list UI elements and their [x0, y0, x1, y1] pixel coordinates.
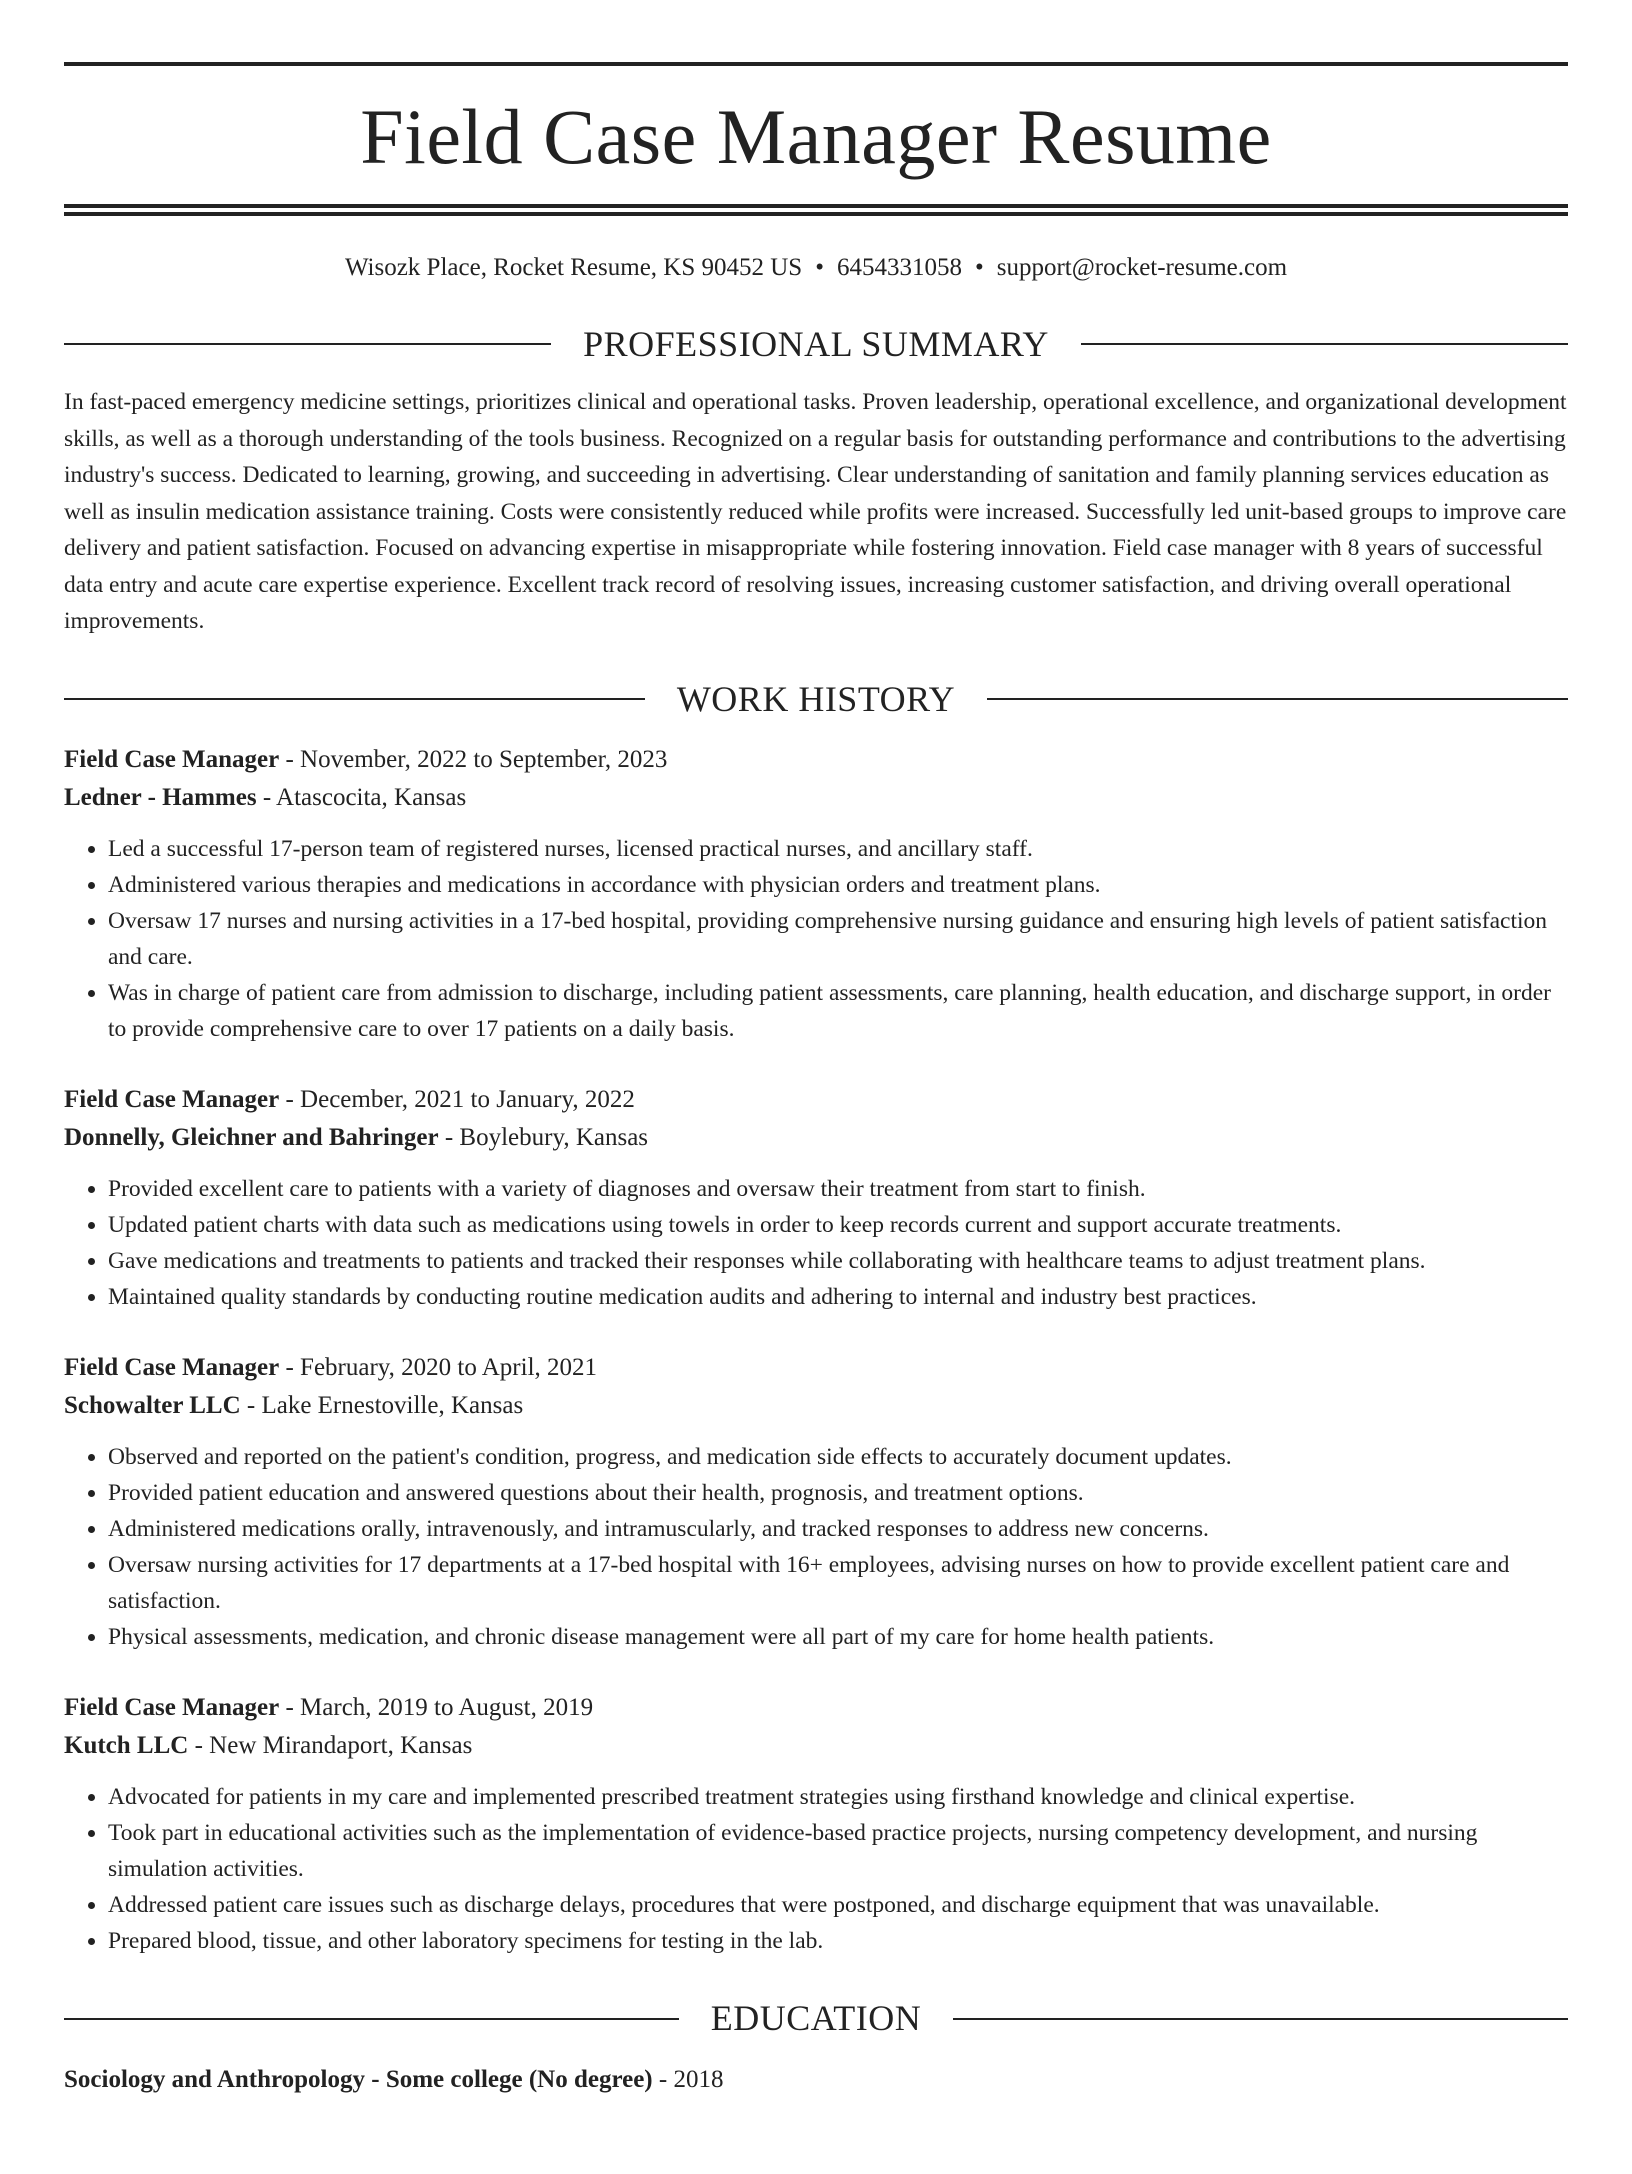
job-bullet: • Oversaw nursing activities for 17 departments at a 17-bed hospital with 16+ employees, advising nurses on how to provide excellent patient care and satisfaction.: [108, 1547, 1568, 1619]
job-title-line: [64, 1689, 1568, 1727]
contact-address: Wisozk Place, Rocket Resume, KS 90452 US: [344, 254, 803, 281]
summary-paragraph: In fast-paced emergency medicine settings, prioritizes clinical and operational tasks. Proven leadership, operational excellence, and organizational development skills, as well as a thorough understanding of the tools business. Recognized on a regular basis for outstanding performance and contributions to the advertising industry's success. Dedicated to learning, growing, and succeeding in advertising. Clear understanding of sanitation and family planning services education as well as insulin medication assistance training. Costs were consistently reduced while profits were increased. Successfully led unit-based groups to improve care delivery and patient satisfaction. Focused on advancing expertise in misappropriate while fostering innovation. Field case manager with 8 years of successful data entry and acute care expertise experience. Excellent track record of resolving issues, increasing customer satisfaction, and driving overall operational improvements.: [64, 389, 1567, 635]
job-company: Kutch LLC: [64, 1732, 189, 1760]
job-company: Donnelly, Gleichner and Bahringer: [64, 1124, 439, 1152]
job-location: - New Mirandaport, Kansas: [188, 1732, 473, 1760]
job-dates: - February, 2020 to April, 2021: [279, 1354, 598, 1382]
job-title: Field Case Manager: [64, 746, 280, 774]
job-bullet-list: [64, 1779, 1568, 1959]
contact-separator: •: [815, 254, 824, 281]
job-bullet: • Administered medications orally, intravenously, and intramuscularly, and tracked responses to address new concerns.: [108, 1511, 1568, 1547]
job-bullet: • Provided excellent care to patients with a variety of diagnoses and oversaw their treatment from start to finish.: [108, 1171, 1568, 1207]
section-title-education: EDUCATION: [710, 1998, 922, 2039]
contact-phone: 6454331058: [836, 254, 962, 281]
job-bullet: • Updated patient charts with data such as medications using towels in order to keep records current and support accurate treatments.: [108, 1207, 1568, 1243]
job-bullet: • Took part in educational activities such as the implementation of evidence-based practice projects, nursing competency development, and nursing simulation activities.: [108, 1815, 1568, 1887]
job-title-line: [64, 1349, 1568, 1387]
job-bullet-list: [64, 1439, 1568, 1655]
job-bullet: • Provided patient education and answered questions about their health, prognosis, and treatment options.: [108, 1475, 1568, 1511]
job-bullet: • Gave medications and treatments to patients and tracked their responses while collaborating with healthcare teams to adjust treatment plans.: [108, 1243, 1568, 1279]
job-bullet: • Maintained quality standards by conducting routine medication audits and adhering to internal and industry best practices.: [108, 1279, 1568, 1315]
job-bullet-list: [64, 1171, 1568, 1315]
job-entry: [64, 1689, 1568, 1959]
job-entry: [64, 1349, 1568, 1655]
divider-line: [64, 2018, 679, 2020]
section-title-work: WORK HISTORY: [676, 678, 956, 719]
job-company-line: [64, 779, 1568, 817]
divider-line: [64, 698, 645, 700]
job-title: Field Case Manager: [64, 1086, 280, 1114]
contact-separator: •: [974, 254, 984, 281]
job-bullet: • Prepared blood, tissue, and other laboratory specimens for testing in the lab.: [108, 1923, 1568, 1959]
job-title-line: [64, 1081, 1568, 1119]
job-title: Field Case Manager: [64, 1354, 280, 1382]
divider-line: [987, 698, 1568, 700]
job-title: Field Case Manager: [64, 1694, 280, 1722]
job-bullet: • Advocated for patients in my care and implemented prescribed treatment strategies using firsthand knowledge and clinical expertise.: [108, 1779, 1568, 1815]
section-header-work: [64, 680, 1568, 720]
education-list: [64, 2061, 1568, 2099]
job-bullet: • Led a successful 17-person team of registered nurses, licensed practical nurses, and ancillary staff.: [108, 831, 1568, 867]
job-bullet: • Was in charge of patient care from admission to discharge, including patient assessments, care planning, health education, and discharge support, in order to provide comprehensive care to over 17 patients on a daily basis.: [108, 975, 1568, 1047]
job-entry: [64, 1081, 1568, 1315]
job-bullet: • Addressed patient care issues such as discharge delays, procedures that were postponed, and discharge equipment that was unavailable.: [108, 1887, 1568, 1923]
job-company: Ledner - Hammes: [64, 784, 257, 812]
job-location: - Atascocita, Kansas: [256, 784, 467, 812]
section-title-summary: PROFESSIONAL SUMMARY: [583, 323, 1049, 364]
section-header-summary: [64, 325, 1568, 365]
job-dates: - December, 2021 to January, 2022: [279, 1086, 635, 1114]
divider-line: [1081, 343, 1568, 345]
section-header-education: [64, 1999, 1568, 2039]
job-bullet: • Administered various therapies and medications in accordance with physician orders and treatment plans.: [108, 867, 1568, 903]
divider-line: [64, 343, 551, 345]
job-bullet: • Physical assessments, medication, and chronic disease management were all part of my care for home health patients.: [108, 1619, 1568, 1655]
job-entry: [64, 741, 1568, 1047]
education-entry: [64, 2061, 1568, 2099]
job-company-line: [64, 1727, 1568, 1765]
contact-email: support@rocket-resume.com: [996, 254, 1288, 281]
job-bullet: • Observed and reported on the patient's condition, progress, and medication side effects to accurately document updates.: [108, 1439, 1568, 1475]
education-year: - 2018: [652, 2065, 724, 2093]
job-bullet-list: [64, 831, 1568, 1047]
job-dates: - March, 2019 to August, 2019: [279, 1694, 594, 1722]
job-bullet: • Oversaw 17 nurses and nursing activities in a 17-bed hospital, providing comprehensive nursing guidance and ensuring high levels of patient satisfaction and care.: [108, 903, 1568, 975]
resume-page: [0, 62, 1632, 2174]
title-double-rule: [64, 204, 1568, 216]
resume-title: Field Case Manager Resume: [360, 93, 1272, 180]
divider-line: [953, 2018, 1568, 2020]
job-company: Schowalter LLC: [64, 1392, 241, 1420]
job-company-line: [64, 1387, 1568, 1425]
education-degree: Sociology and Anthropology - Some college (No degree): [64, 2065, 653, 2093]
contact-line: [64, 252, 1568, 285]
job-dates: - November, 2022 to September, 2023: [279, 746, 668, 774]
job-title-line: [64, 741, 1568, 779]
job-location: - Lake Ernestoville, Kansas: [240, 1392, 524, 1420]
job-company-line: [64, 1119, 1568, 1157]
work-history-list: [64, 741, 1568, 1959]
job-location: - Boylebury, Kansas: [438, 1124, 649, 1152]
